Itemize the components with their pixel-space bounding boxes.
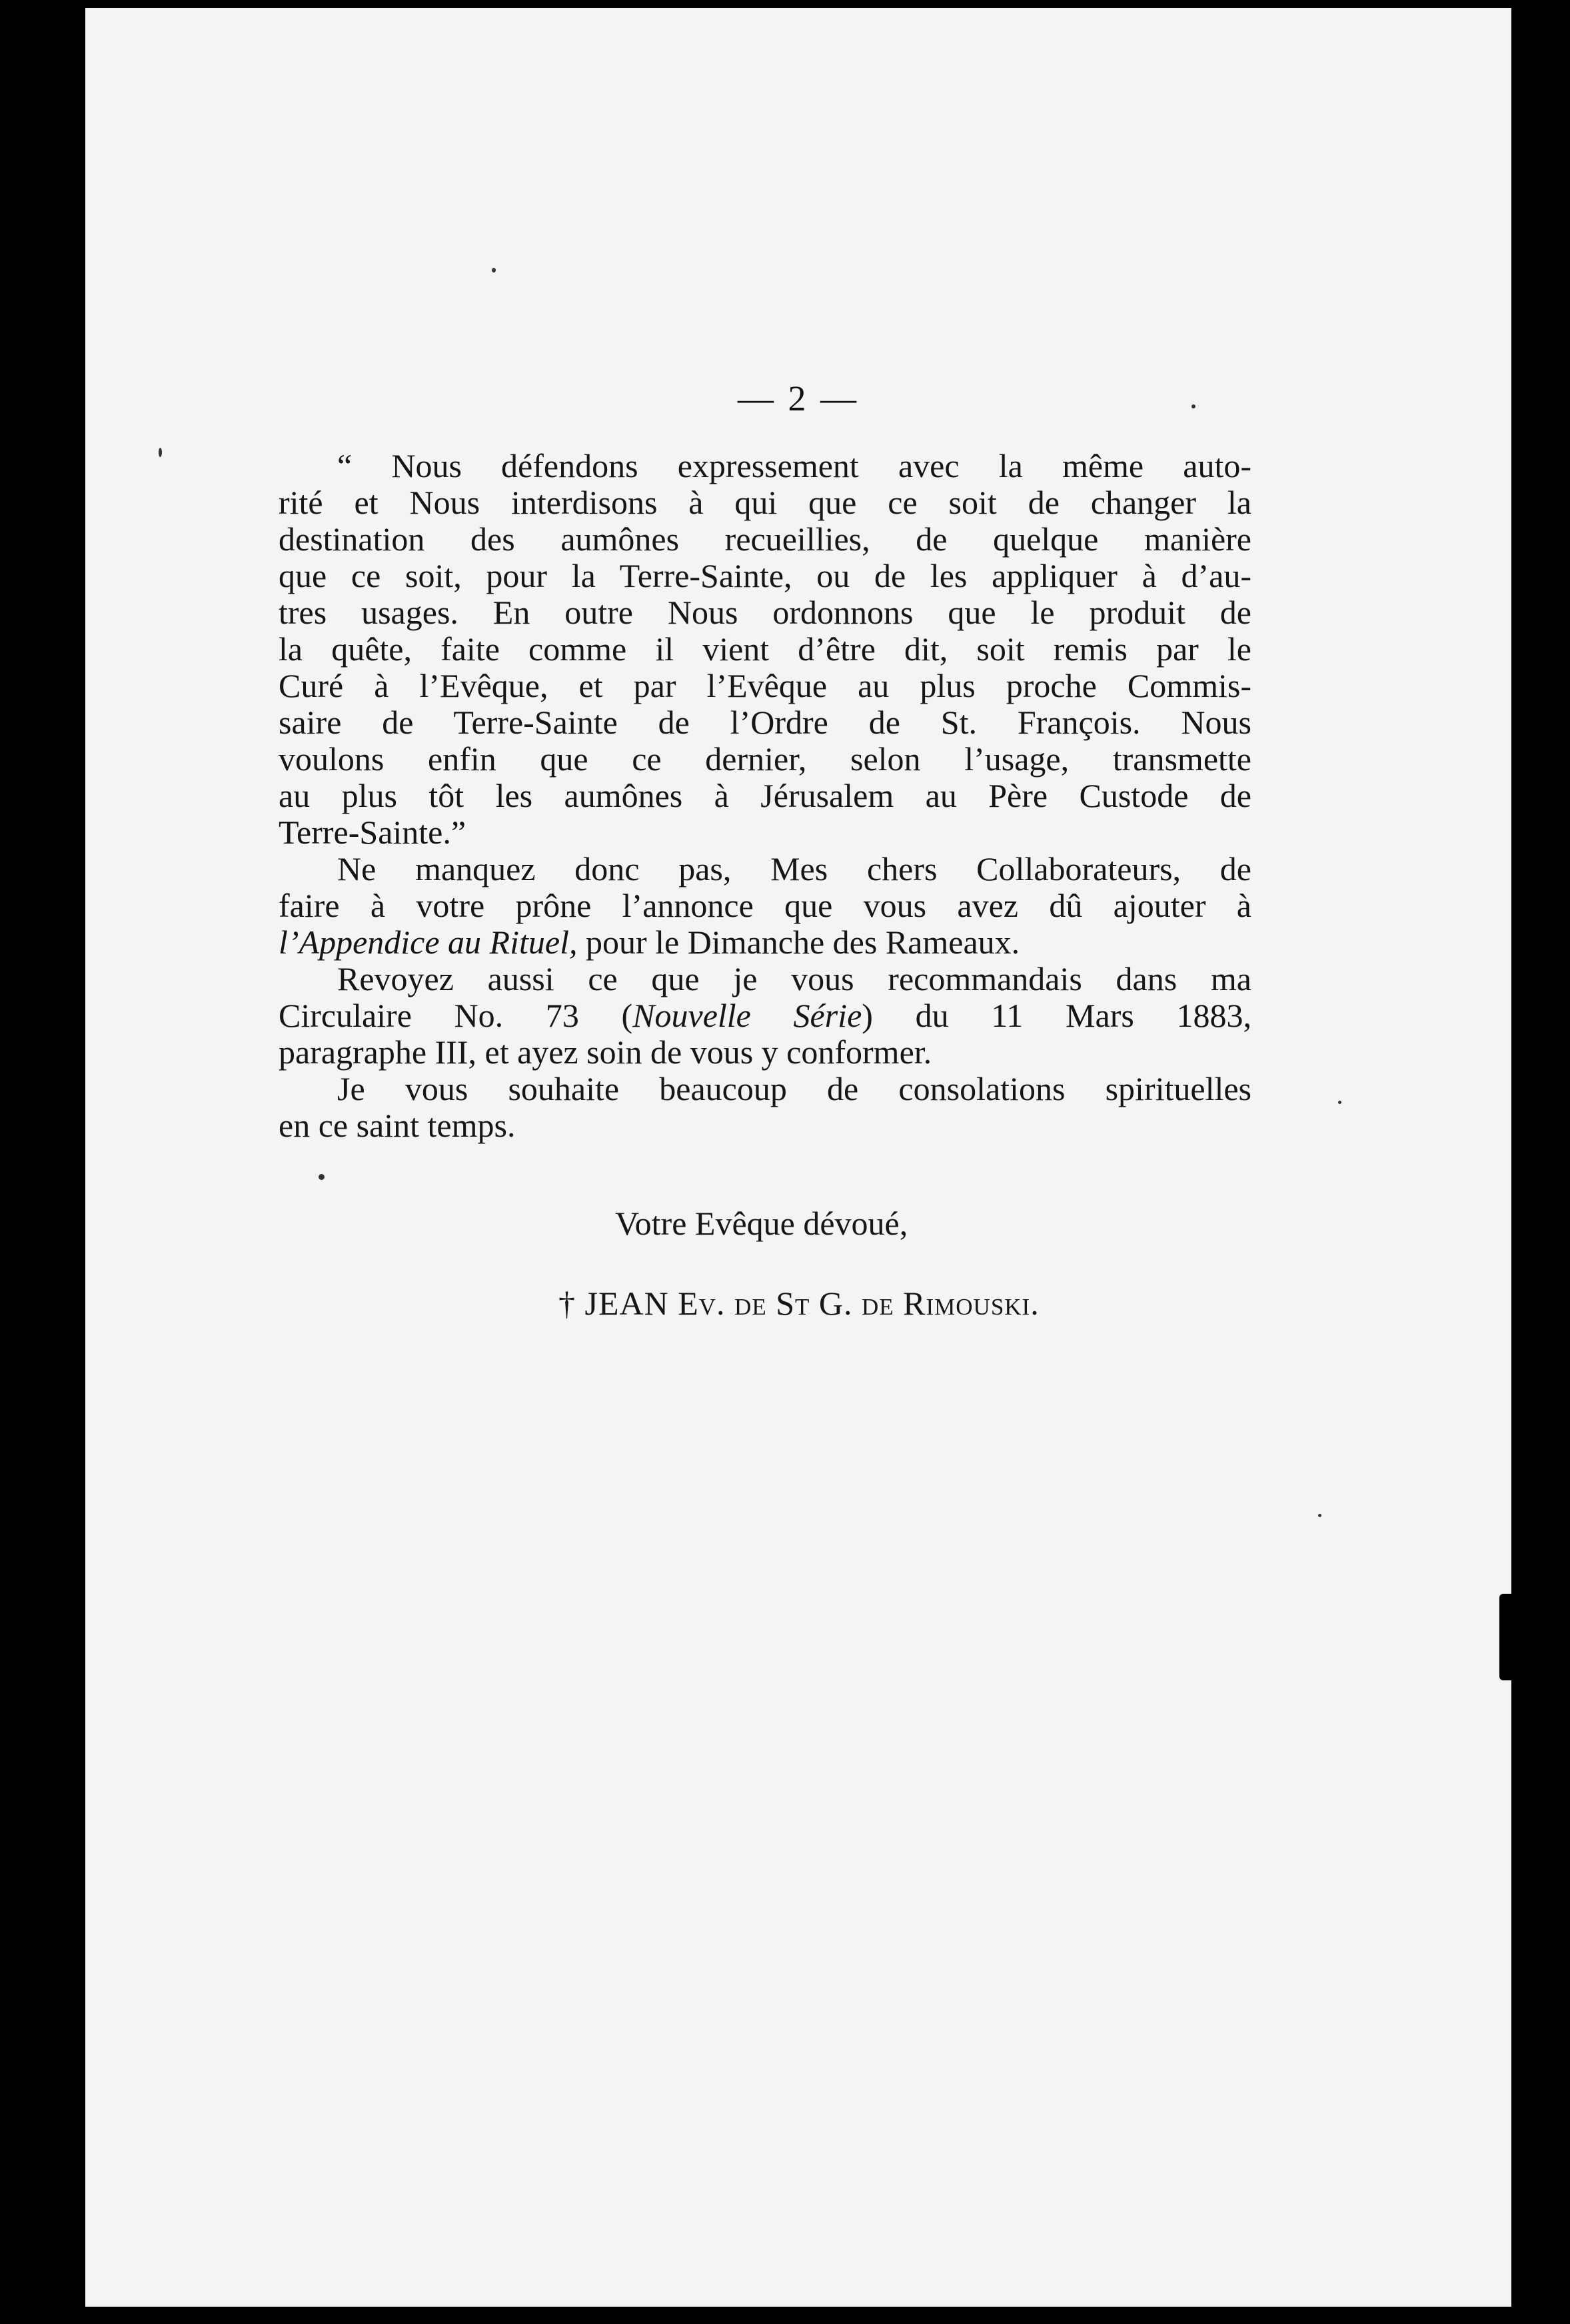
text-line: saire de Terre-Sainte de l’Ordre de St. François. Nous <box>279 704 1251 741</box>
text-line: faire à votre prône l’annonce que vous avez dû ajouter à <box>279 887 1251 924</box>
text-line: au plus tôt les aumônes à Jérusalem au Père Custode de <box>279 777 1251 814</box>
text-line: que ce soit, pour la Terre-Sainte, ou de les appliquer à d’au- <box>279 557 1251 594</box>
scan-speck <box>1338 1101 1341 1104</box>
text-line: “ Nous défendons expressement avec la même auto- <box>337 447 1251 484</box>
signature-name: JEAN <box>584 1285 669 1322</box>
closing-salutation: Votre Evêque dévoué, <box>615 1205 908 1242</box>
text-line: Terre-Sainte.” <box>279 814 466 851</box>
document-page <box>85 8 1511 2307</box>
text-line: Revoyez aussi ce que je vous recommandais dans ma <box>337 960 1251 997</box>
text-line: rité et Nous interdisons à qui que ce soit de changer la <box>279 484 1251 521</box>
italic-title: l’Appendice au Rituel, <box>279 923 578 961</box>
text-run: pour le Dimanche des Rameaux. <box>577 923 1020 961</box>
text-line: la quête, faite comme il vient d’être dit, soit remis par le <box>279 630 1251 668</box>
text-line: Ne manquez donc pas, Mes chers Collaborateurs, de <box>337 850 1251 887</box>
scan-edge-mark <box>1499 1594 1513 1680</box>
page-number: — 2 — <box>738 378 859 418</box>
scan-speck <box>319 1174 325 1180</box>
text-line: destination des aumônes recueillies, de quelque manière <box>279 520 1251 558</box>
text-line: Je vous souhaite beaucoup de consolations spirituelles <box>337 1070 1251 1107</box>
italic-series: Nouvelle Série <box>632 997 862 1034</box>
text-line: voulons enfin que ce dernier, selon l’usage, transmette <box>279 740 1251 778</box>
text-line <box>279 997 1251 1034</box>
text-line: en ce saint temps. <box>279 1107 516 1144</box>
scan-speck <box>492 268 496 273</box>
text-line: Curé à l’Evêque, et par l’Evêque au plus proche Commis- <box>279 667 1251 704</box>
scan-speck <box>159 448 162 457</box>
scan-speck <box>1318 1514 1321 1517</box>
signature-title: Ev. de St G. de Rimouski. <box>678 1285 1040 1322</box>
text-line: tres usages. En outre Nous ordonnons que le produit de <box>279 594 1251 631</box>
cross-symbol: † <box>558 1285 576 1322</box>
signature <box>558 1284 1040 1323</box>
text-line <box>279 924 1251 961</box>
text-run: Circulaire No. 73 ( <box>279 997 633 1034</box>
text-line: paragraphe III, et ayez soin de vous y conformer. <box>279 1033 932 1071</box>
text-run: ) du 11 Mars 1883, <box>862 997 1251 1034</box>
letter-body <box>279 448 1251 1144</box>
